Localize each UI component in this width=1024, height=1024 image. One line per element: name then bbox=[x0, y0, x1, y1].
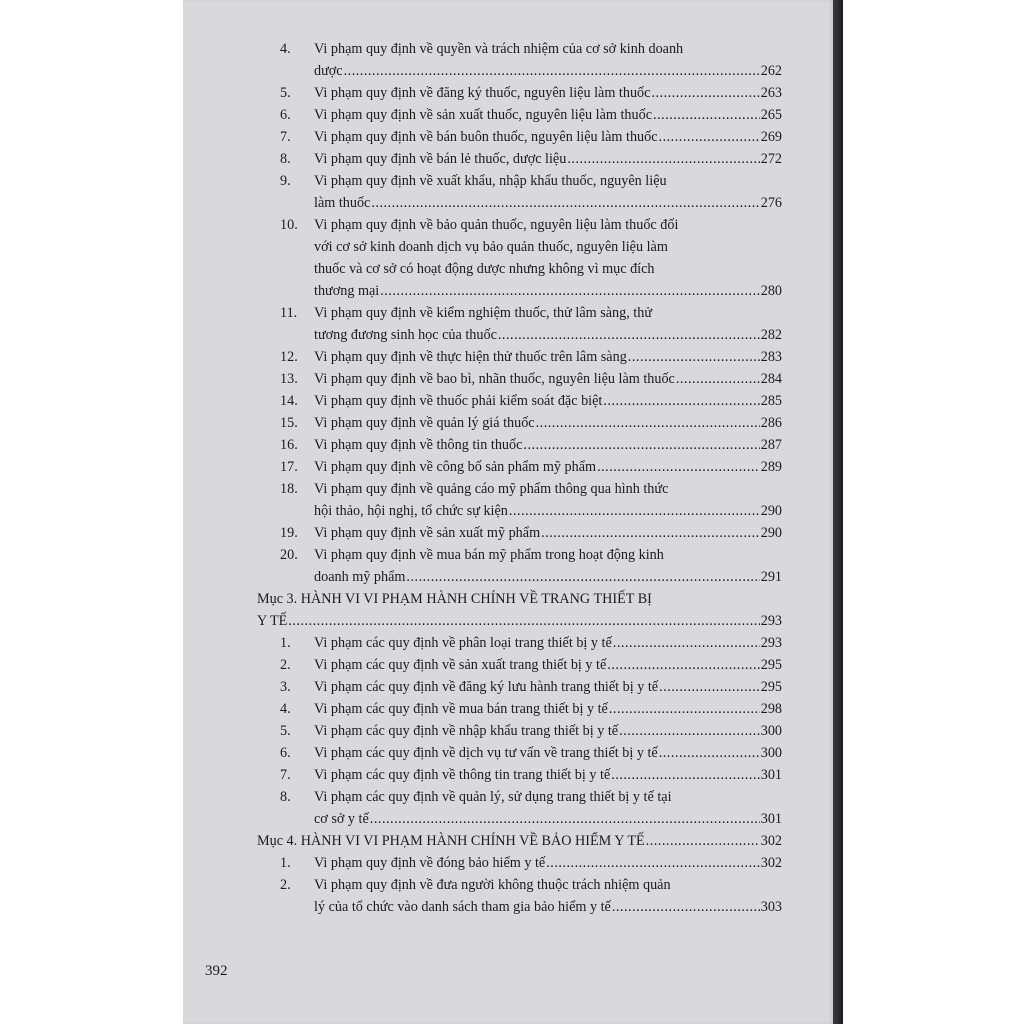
toc-page-number: 272 bbox=[760, 151, 782, 167]
toc-page-number: 263 bbox=[760, 85, 782, 101]
dot-leader bbox=[567, 148, 759, 170]
toc-entry-title-line: Vi phạm quy định về thực hiện thử thuốc trên lâm sàng bbox=[314, 349, 627, 365]
toc-entry-title-line: Mục 3. HÀNH VI VI PHẠM HÀNH CHÍNH VỀ TRANG THIẾT BỊ bbox=[257, 591, 652, 607]
toc-section-heading bbox=[257, 588, 782, 632]
toc-page-number: 285 bbox=[760, 393, 782, 409]
dot-leader bbox=[676, 368, 760, 390]
dot-leader bbox=[498, 324, 760, 346]
toc-entry-title-line: Vi phạm các quy định về mua bán trang thiết bị y tế bbox=[314, 701, 608, 717]
toc-entry-number: 2. bbox=[280, 877, 291, 893]
toc-entry bbox=[280, 544, 782, 588]
toc-entry bbox=[280, 456, 782, 478]
toc-entry bbox=[280, 214, 782, 302]
toc-page-number: 301 bbox=[760, 811, 782, 827]
toc-entry-number: 2. bbox=[280, 657, 291, 673]
toc-page-number: 284 bbox=[760, 371, 782, 387]
toc-page-number: 269 bbox=[760, 129, 782, 145]
toc-page-number: 295 bbox=[760, 679, 782, 695]
dot-leader bbox=[370, 808, 760, 830]
toc-entry-number: 11. bbox=[280, 305, 298, 321]
toc-entry-title-line: Vi phạm quy định về kiểm nghiệm thuốc, thử lâm sàng, thử bbox=[314, 305, 653, 321]
toc-entry-number: 20. bbox=[280, 547, 298, 563]
toc-entry-number: 5. bbox=[280, 85, 291, 101]
toc-entry-title-line: Vi phạm quy định về sản xuất thuốc, nguyên liệu làm thuốc bbox=[314, 107, 653, 123]
toc-entry-title-line: Vi phạm quy định về sản xuất mỹ phẩm bbox=[314, 525, 541, 541]
toc-entry-title-line: Mục 4. HÀNH VI VI PHẠM HÀNH CHÍNH VỀ BẢO HIỂM Y TẾ bbox=[257, 833, 645, 849]
toc-entry-title-line: Vi phạm quy định về xuất khẩu, nhập khẩu thuốc, nguyên liệu bbox=[314, 173, 667, 189]
book-spine-shadow bbox=[833, 0, 843, 1024]
book-page bbox=[183, 0, 833, 1024]
toc-page-number: 289 bbox=[760, 459, 782, 475]
toc-entry-number: 1. bbox=[280, 635, 291, 651]
toc-entry-number: 8. bbox=[280, 151, 291, 167]
dot-leader bbox=[607, 654, 759, 676]
toc-entry-title-line: Vi phạm các quy định về dịch vụ tư vấn về trang thiết bị y tế bbox=[314, 745, 658, 761]
toc-page-number: 283 bbox=[760, 349, 782, 365]
toc-entry-title-line: Vi phạm quy định về công bố sản phẩm mỹ phẩm bbox=[314, 459, 597, 475]
toc-entry-title-line: Y TẾ bbox=[257, 613, 288, 629]
toc-entry-number: 5. bbox=[280, 723, 291, 739]
toc-entry-title-line: Vi phạm các quy định về thông tin trang thiết bị y tế bbox=[314, 767, 611, 783]
toc-entry bbox=[280, 852, 782, 874]
toc-entry bbox=[280, 82, 782, 104]
toc-entry-title-line: Vi phạm quy định về đăng ký thuốc, nguyên liệu làm thuốc bbox=[314, 85, 651, 101]
toc-page-number: 301 bbox=[760, 767, 782, 783]
toc-entry-number: 9. bbox=[280, 173, 291, 189]
toc-entry bbox=[280, 786, 782, 830]
toc-entry-title-line: dược bbox=[314, 63, 343, 79]
toc-entry-title-line: làm thuốc bbox=[314, 195, 371, 211]
toc-entry-title-line: Vi phạm các quy định về đăng ký lưu hành trang thiết bị y tế bbox=[314, 679, 659, 695]
toc-entry bbox=[280, 104, 782, 126]
toc-entry-number: 4. bbox=[280, 701, 291, 717]
toc-page-number: 290 bbox=[760, 525, 782, 541]
dot-leader bbox=[371, 192, 759, 214]
dot-leader bbox=[659, 742, 760, 764]
toc-entry-title-line: Vi phạm các quy định về phân loại trang thiết bị y tế bbox=[314, 635, 612, 651]
toc-entry-title-line: Vi phạm quy định về thuốc phải kiểm soát đặc biệt bbox=[314, 393, 603, 409]
toc-page-number: 291 bbox=[760, 569, 782, 585]
dot-leader bbox=[651, 82, 759, 104]
toc-page-number: 300 bbox=[760, 723, 782, 739]
dot-leader bbox=[597, 456, 760, 478]
toc-entry-title-line: cơ sở y tế bbox=[314, 811, 369, 827]
toc-entry-title-line: Vi phạm quy định về quảng cáo mỹ phẩm thông qua hình thức bbox=[314, 481, 669, 497]
toc-entry-number: 17. bbox=[280, 459, 298, 475]
toc-entry-title-line: Vi phạm các quy định về sản xuất trang thiết bị y tế bbox=[314, 657, 607, 673]
toc-entry-title-line: thương mại bbox=[314, 283, 380, 299]
toc-page-number: 293 bbox=[760, 613, 782, 629]
dot-leader bbox=[613, 632, 760, 654]
dot-leader bbox=[628, 346, 760, 368]
toc-entry-title-line: hội thảo, hội nghị, tổ chức sự kiện bbox=[314, 503, 508, 519]
toc-entry bbox=[280, 654, 782, 676]
toc-entry-title-line: Vi phạm quy định về bảo quản thuốc, nguyên liệu làm thuốc đối bbox=[314, 217, 679, 233]
dot-leader bbox=[536, 412, 760, 434]
toc-page-number: 293 bbox=[760, 635, 782, 651]
toc-page-number: 302 bbox=[760, 855, 782, 871]
dot-leader bbox=[288, 610, 759, 632]
toc-entry-title-line: lý của tổ chức vào danh sách tham gia bảo hiểm y tế bbox=[314, 899, 611, 915]
toc-entry-title-line: với cơ sở kinh doanh dịch vụ bảo quản thuốc, nguyên liệu làm bbox=[314, 239, 668, 255]
toc-entry bbox=[280, 368, 782, 390]
dot-leader bbox=[509, 500, 760, 522]
toc-entry bbox=[280, 346, 782, 368]
page-number: 392 bbox=[205, 963, 228, 979]
toc-page-number: 298 bbox=[760, 701, 782, 717]
toc-entry bbox=[280, 170, 782, 214]
toc-entry bbox=[280, 698, 782, 720]
dot-leader bbox=[523, 434, 759, 456]
toc-entry-number: 4. bbox=[280, 41, 291, 57]
toc-entry-number: 1. bbox=[280, 855, 291, 871]
toc-page-number: 265 bbox=[760, 107, 782, 123]
toc-entry-number: 19. bbox=[280, 525, 298, 541]
toc-entry-title-line: Vi phạm quy định về đóng bảo hiểm y tế bbox=[314, 855, 546, 871]
toc-entry bbox=[280, 38, 782, 82]
toc-entry bbox=[280, 632, 782, 654]
toc-entry-number: 3. bbox=[280, 679, 291, 695]
toc-entry bbox=[280, 390, 782, 412]
toc-entry-title-line: Vi phạm quy định về bán lẻ thuốc, dược liệu bbox=[314, 151, 567, 167]
toc-page-number: 262 bbox=[760, 63, 782, 79]
toc-entry-title-line: Vi phạm các quy định về nhập khẩu trang thiết bị y tế bbox=[314, 723, 619, 739]
toc-entry-title-line: Vi phạm quy định về quản lý giá thuốc bbox=[314, 415, 535, 431]
dot-leader bbox=[603, 390, 759, 412]
toc-entry-number: 14. bbox=[280, 393, 298, 409]
toc-entry-title-line: Vi phạm quy định về thông tin thuốc bbox=[314, 437, 523, 453]
toc-entry-number: 7. bbox=[280, 129, 291, 145]
toc-page-number: 286 bbox=[760, 415, 782, 431]
dot-leader bbox=[344, 60, 760, 82]
toc-entry-number: 12. bbox=[280, 349, 298, 365]
dot-leader bbox=[609, 698, 760, 720]
toc-entry bbox=[280, 148, 782, 170]
toc-entry-title-line: Vi phạm quy định về mua bán mỹ phẩm trong hoạt động kinh bbox=[314, 547, 664, 563]
toc-page-number: 280 bbox=[760, 283, 782, 299]
toc-entry bbox=[280, 742, 782, 764]
toc-entry bbox=[280, 434, 782, 456]
toc-page-number: 302 bbox=[760, 833, 782, 849]
dot-leader bbox=[611, 764, 759, 786]
toc-entry bbox=[280, 478, 782, 522]
toc-entry-title-line: Vi phạm quy định về bán buôn thuốc, nguyên liệu làm thuốc bbox=[314, 129, 658, 145]
toc-entry bbox=[280, 522, 782, 544]
toc-entry-title-line: Vi phạm quy định về đưa người không thuộc trách nhiệm quản bbox=[314, 877, 671, 893]
toc-entry-title-line: doanh mỹ phẩm bbox=[314, 569, 406, 585]
toc-entry bbox=[280, 412, 782, 434]
toc-entry-number: 10. bbox=[280, 217, 298, 233]
toc-page-number: 300 bbox=[760, 745, 782, 761]
toc-section-heading bbox=[257, 830, 782, 852]
dot-leader bbox=[546, 852, 759, 874]
toc-entry-title-line: tương đương sinh học của thuốc bbox=[314, 327, 497, 343]
toc-entry-number: 18. bbox=[280, 481, 298, 497]
toc-entry-title-line: Vi phạm quy định về bao bì, nhãn thuốc, nguyên liệu làm thuốc bbox=[314, 371, 675, 387]
table-of-contents bbox=[183, 38, 833, 918]
toc-entry-number: 15. bbox=[280, 415, 298, 431]
toc-entry-number: 8. bbox=[280, 789, 291, 805]
toc-entry-number: 16. bbox=[280, 437, 298, 453]
toc-entry-number: 6. bbox=[280, 745, 291, 761]
dot-leader bbox=[646, 830, 760, 852]
toc-entry-title-line: Vi phạm các quy định về quản lý, sử dụng trang thiết bị y tế tại bbox=[314, 789, 672, 805]
toc-page-number: 303 bbox=[760, 899, 782, 915]
toc-entry-number: 6. bbox=[280, 107, 291, 123]
toc-entry bbox=[280, 302, 782, 346]
toc-page-number: 287 bbox=[760, 437, 782, 453]
toc-entry-title-line: thuốc và cơ sở có hoạt động dược nhưng không vì mục đích bbox=[314, 261, 655, 277]
dot-leader bbox=[380, 280, 759, 302]
dot-leader bbox=[659, 126, 760, 148]
toc-entry bbox=[280, 764, 782, 786]
toc-entry bbox=[280, 720, 782, 742]
dot-leader bbox=[612, 896, 760, 918]
dot-leader bbox=[619, 720, 760, 742]
toc-entry-title-line: Vi phạm quy định về quyền và trách nhiệm của cơ sở kinh doanh bbox=[314, 41, 684, 57]
toc-entry-number: 13. bbox=[280, 371, 298, 387]
toc-page-number: 295 bbox=[760, 657, 782, 673]
toc-page-number: 282 bbox=[760, 327, 782, 343]
dot-leader bbox=[541, 522, 760, 544]
dot-leader bbox=[406, 566, 759, 588]
toc-page-number: 290 bbox=[760, 503, 782, 519]
toc-page-number: 276 bbox=[760, 195, 782, 211]
toc-entry bbox=[280, 676, 782, 698]
toc-entry-number: 7. bbox=[280, 767, 291, 783]
toc-entry bbox=[280, 126, 782, 148]
dot-leader bbox=[653, 104, 760, 126]
dot-leader bbox=[659, 676, 760, 698]
toc-entry bbox=[280, 874, 782, 918]
